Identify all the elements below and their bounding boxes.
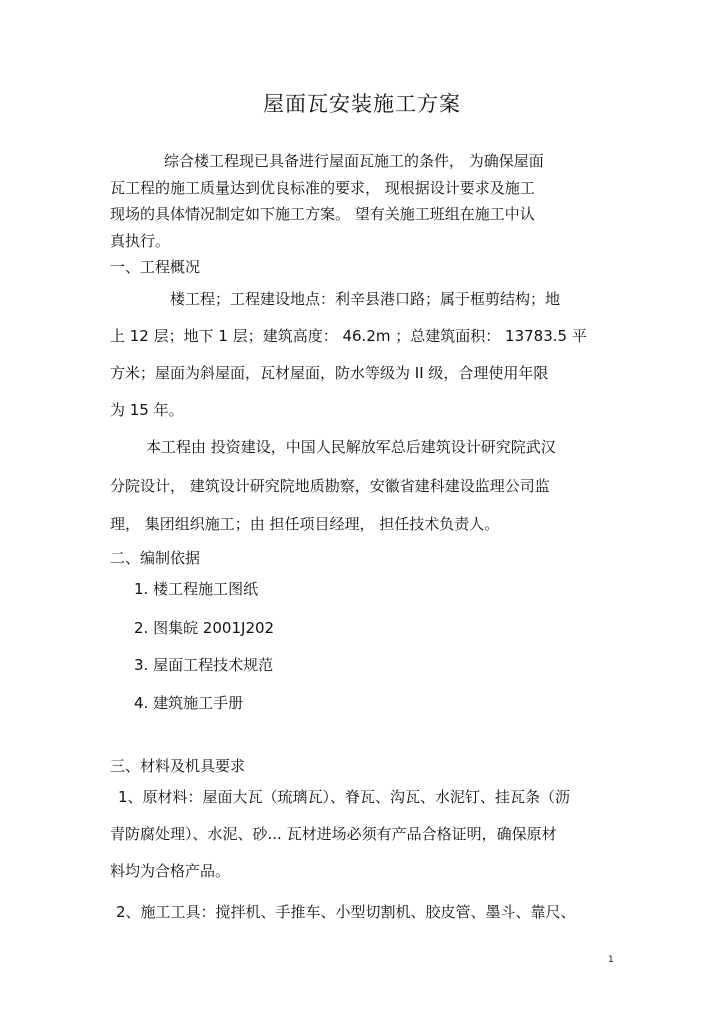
body-line: 分院设计， 建筑设计研究院地质勘察，安徽省建科建设监理公司监 [110, 477, 550, 495]
list-item: 4. 建筑施工手册 [134, 694, 244, 712]
list-item: 2. 图集皖 2001J202 [134, 619, 275, 637]
intro-line: 瓦工程的施工质量达到优良标准的要求， 现根据设计要求及施工 [110, 179, 535, 197]
intro-line: 现场的具体情况制定如下施工方案。 望有关施工班组在施工中认 [110, 205, 535, 223]
section-heading: 二、编制依据 [110, 549, 201, 567]
intro-line: 真执行。 [110, 232, 171, 250]
body-line: 青防腐处理）、水泥、砂... 瓦材进场必须有产品合格证明，确保原材 [110, 825, 557, 843]
section-heading: 三、材料及机具要求 [110, 757, 246, 775]
list-item: 1. 楼工程施工图纸 [134, 580, 259, 598]
body-line: 方米；屋面为斜屋面，瓦材屋面，防水等级为 II 级，合理使用年限 [110, 364, 549, 382]
page-number: 1 [608, 955, 614, 965]
body-line: 楼工程；工程建设地点：利辛县港口路；属于框剪结构；地 [170, 290, 561, 308]
section-heading: 一、工程概况 [110, 258, 201, 276]
body-line: 2、施工工具：搅拌机、手推车、小型切割机、胶皮管、墨斗、靠尺、 [116, 903, 576, 921]
body-line: 本工程由 投资建设，中国人民解放军总后建筑设计研究院武汉 [146, 438, 556, 456]
body-line: 上 12 层；地下 1 层；建筑高度： 46.2m ；总建筑面积： 13783.5 平 [110, 327, 587, 345]
document-title: 屋面瓦安装施工方案 [263, 92, 461, 116]
body-line: 理， 集团组织施工；由 担任项目经理， 担任技术负责人。 [110, 515, 500, 533]
body-line: 料均为合格产品。 [110, 862, 231, 880]
body-line: 1、原材料：屋面大瓦（琉璃瓦）、脊瓦、沟瓦、水泥钉、挂瓦条（沥 [118, 788, 571, 806]
intro-line: 综合楼工程现已具备进行屋面瓦施工的条件， 为确保屋面 [164, 152, 544, 170]
list-item: 3. 屋面工程技术规范 [134, 656, 274, 674]
body-line: 为 15 年。 [110, 401, 184, 419]
